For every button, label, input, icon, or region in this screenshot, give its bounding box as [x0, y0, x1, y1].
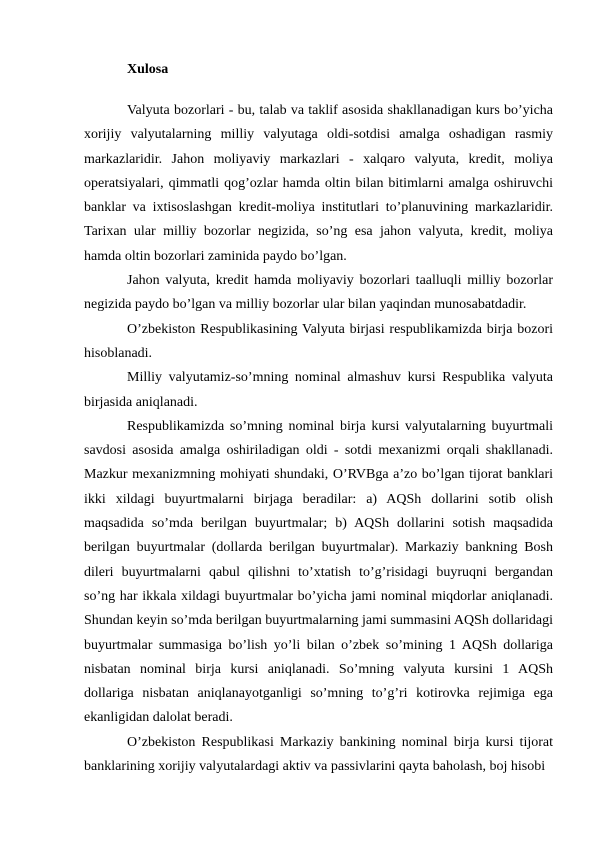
- paragraph: Valyuta bozorlari - bu, talab va taklif asosida shakllanadigan kurs bo’yicha xorijiy valyutalarning milliy valyutaga oldi-sotdisi amalga oshadigan rasmiy markazlaridir. Jahon moliyaviy markazlari - xalqaro valyuta, kredit, moliya operatsiyalari, qimmatli qog’ozlar hamda oltin bilan bitimlarni amalga oshiruvchi banklar va ixtisoslashgan kredit-moliya institutlari to’planuvining markazlaridir. Tarixan ular milliy bozorlar negizida, so’ng esa jahon valyuta, kredit, moliya hamda oltin bozorlari zaminida paydo bo’lgan.: [84, 103, 553, 264]
- paragraph: Respublikamizda so’mning nominal birja kursi valyutalarning buyurtmali savdosi asosida amalga oshiriladigan oldi - sotdi mexanizmi orqali shakllanadi. Mazkur mexanizmning mohiyati shundaki, O’RVBga a’zo bo’lgan tijorat banklari ikki xildagi buyurtmalarni birjaga beradilar: a) AQSh dollarini sotib olish maqsadida so’mda berilgan buyurtmalar; b) AQSh dollarini sotish maqsadida berilgan buyurtmalar (dollarda berilgan buyurtmalar). Markaziy bankning Bosh dileri buyurtmalarni qabul qilishni to’xtatish to’g’risidagi buyruqni bergandan so’ng har ikkala xildagi buyurtmalar bo’yicha jami nominal miqdorlar aniqlanadi. Shundan keyin so’mda berilgan buyurtmalarning jami summasini AQSh dollaridagi buyurtmalar summasiga bo’lish yo’li bilan o’zbek so’mining 1 AQSh dollariga nisbatan nominal birja kursi aniqlanadi. So’mning valyuta kursini 1 AQSh dollariga nisbatan aniqlanayotganligi so’mning to’g’ri kotirovka rejimiga ega ekanligidan dalolat beradi.: [84, 418, 553, 726]
- document-heading: Xulosa: [127, 62, 169, 77]
- paragraph: Jahon valyuta, kredit hamda moliyaviy bozorlari taalluqli milliy bozorlar negizida paydo bo’lgan va milliy bozorlar ular bilan yaqindan munosabatdadir.: [84, 273, 553, 313]
- paragraph: O’zbekiston Respublikasining Valyuta birjasi respublikamizda birja bozori hisoblanadi.: [84, 321, 553, 361]
- paragraph: O’zbekiston Respublikasi Markaziy bankining nominal birja kursi tijorat banklarining xorijiy valyutalardagi aktiv va passivlarini qayta baholash, boj hisobi: [84, 734, 553, 775]
- document-page: [84, 58, 553, 779]
- paragraph: Milliy valyutamiz-so’mning nominal almashuv kursi Respublika valyuta birjasida aniqlanadi.: [84, 370, 553, 410]
